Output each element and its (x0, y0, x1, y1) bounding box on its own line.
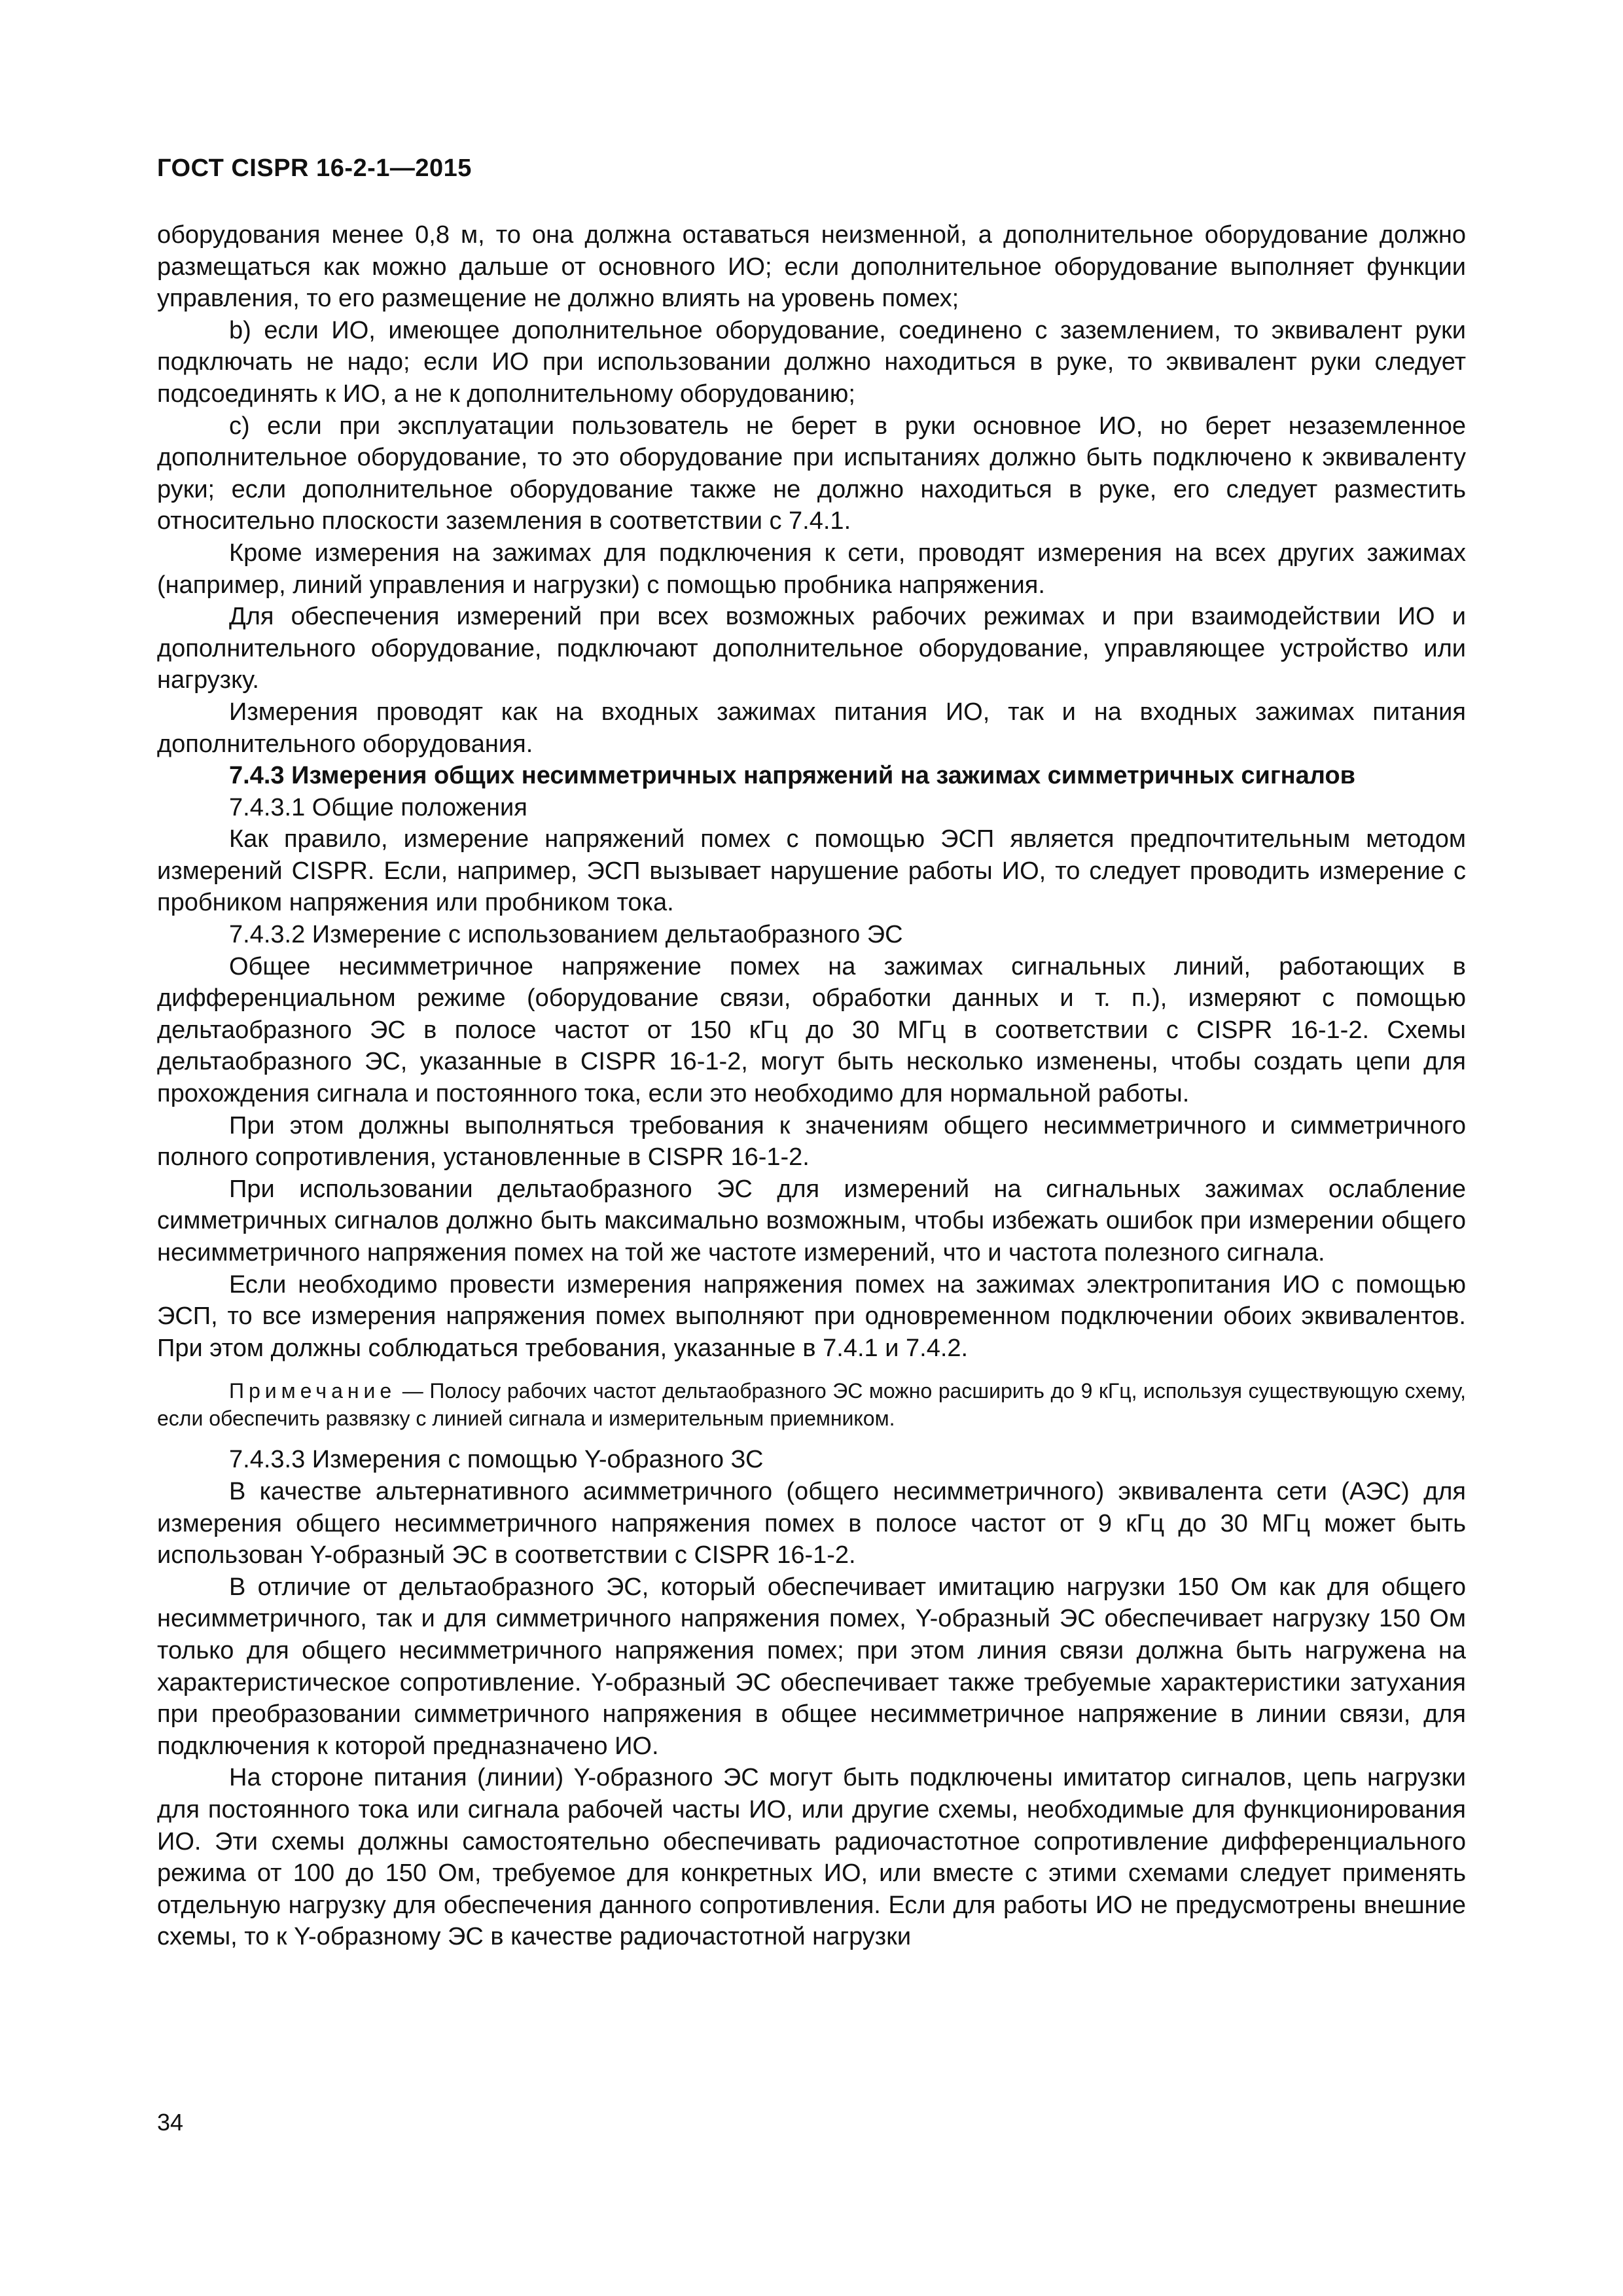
paragraph: При этом должны выполняться требования к значениям общего несимметричного и симметричного полного сопротивления, установленные в CISPR 16-1-2. (157, 1111, 1466, 1172)
note (157, 1377, 1466, 1432)
document-body (157, 219, 1466, 1953)
paragraph-continuation: оборудования менее 0,8 м, то она должна оставаться неизменной, а дополнительное оборудование должно размещаться как можно дальше от основного ИО; если дополнительное оборудование выполняет функции управления, то его размещение не должно влиять на уровень помех; (157, 221, 1466, 313)
subsection-heading-7-4-3-3: 7.4.3.3 Измерения с помощью Y-образного ЗС (229, 1446, 764, 1474)
paragraph: Для обеспечения измерений при всех возможных рабочих режимах и при взаимодействии ИО и дополнительного оборудование, подключают дополнительное оборудование, управляющее устройство или нагрузку. (157, 603, 1466, 694)
note-text: — Полосу рабочих частот дельтаобразного ЭС можно расширить до 9 кГц, используя существующую схему, если обеспечить развязку с линией сигнала и измерительным приемником. (157, 1379, 1466, 1431)
paragraph: При использовании дельтаобразного ЭС для измерений на сигнальных зажимах ослабление симметричных сигналов должно быть максимально возможным, чтобы избежать ошибок при измерении общего несимметричного напряжения помех на той же частоте измерений, что и частота полезного сигнала. (157, 1175, 1466, 1266)
paragraph: Измерения проводят как на входных зажимах питания ИО, так и на входных зажимах питания дополнительного оборудования. (157, 698, 1466, 758)
paragraph: На стороне питания (линии) Y-образного ЭС могут быть подключены имитатор сигналов, цепь нагрузки для постоянного тока или сигнала рабочей часты ИО, или другие схемы, необходимые для функционирования ИО. Эти схемы должны самостоятельно обеспечивать радиочастотное сопротивление дифференциального режима от 100 до 150 Ом, требуемое для конкретных ИО, или вместе с этими схемами следует применять отдельную нагрузку для обеспечения данного сопротивления. Если для работы ИО не предусмотрены внешние схемы, то к Y-образному ЭС в качестве радиочастотной нагрузки (157, 1764, 1466, 1951)
subsection-heading-7-4-3-1: 7.4.3.1 Общие положения (229, 793, 527, 821)
paragraph: Если необходимо провести измерения напряжения помех на зажимах электропитания ИО с помощью ЭСП, то все измерения напряжения помех выполняют при одновременном подключении обоих эквивалентов. При этом должны соблюдаться требования, указанные в 7.4.1 и 7.4.2. (157, 1270, 1466, 1362)
section-heading-7-4-3: 7.4.3 Измерения общих несимметричных напряжений на зажимах симметричных сигналов (229, 762, 1355, 790)
page-number: 34 (157, 2109, 184, 2136)
subsection-heading-7-4-3-2: 7.4.3.2 Измерение с использованием дельтаобразного ЭС (229, 921, 903, 949)
document-header: ГОСТ CISPR 16-2-1—2015 (157, 154, 472, 182)
list-item-c: c) если при эксплуатации пользователь не берет в руки основное ИО, но берет незаземленное дополнительное оборудование, то это оборудование при испытаниях должно быть подключено к эквиваленту руки; если дополнительное оборудование также не должно находиться в руке, его следует разместить относительно плоскости заземления в соответствии с 7.4.1. (157, 412, 1466, 535)
paragraph: Кроме измерения на зажимах для подключения к сети, проводят измерения на всех других зажимах (например, линий управления и нагрузки) с помощью пробника напряжения. (157, 539, 1466, 599)
paragraph: В качестве альтернативного асимметричного (общего несимметричного) эквивалента сети (АЭС) для измерения общего несимметричного напряжения помех в полосе частот от 9 кГц до 30 МГц может быть использован Y-образный ЭС в соответствии с CISPR 16-1-2. (157, 1477, 1466, 1570)
list-item-b: b) если ИО, имеющее дополнительное оборудование, соединено с заземлением, то эквивалент руки подключать не надо; если ИО при использовании должно находиться в руке, то эквивалент руки следует подсоединять к ИО, а не к дополнительному оборудованию; (157, 316, 1466, 408)
paragraph: Как правило, измерение напряжений помех с помощью ЭСП является предпочтительным методом измерений CISPR. Если, например, ЭСП вызывает нарушение работы ИО, то следует проводить измерение с пробником напряжения или пробником тока. (157, 825, 1466, 917)
paragraph: Общее несимметричное напряжение помех на зажимах сигнальных линий, работающих в дифференциальном режиме (оборудование связи, обработки данных и т. п.), измеряют с помощью дельтаобразного ЭС в полосе частот от 150 кГц до 30 МГц в соответствии с CISPR 16-1-2. Схемы дельтаобразного ЭС, указанные в CISPR 16-1-2, могут быть несколько изменены, чтобы создать цепи для прохождения сигнала и постоянного тока, если это необходимо для нормальной работы. (157, 952, 1466, 1108)
paragraph: В отличие от дельтаобразного ЭС, который обеспечивает имитацию нагрузки 150 Ом как для общего несимметричного, так и для симметричного напряжения помех, Y-образный ЭС обеспечивает нагрузку 150 Ом только для общего несимметричного напряжения помех; при этом линия связи должна быть нагружена на характеристическое сопротивление. Y-образный ЭС обеспечивает также требуемые характеристики затухания при преобразовании симметричного напряжения в общее несимметричное напряжение в линии связи, для подключения к которой предназначено ИО. (157, 1573, 1466, 1760)
note-label: Примечание (229, 1379, 397, 1403)
document-page (157, 0, 1466, 2296)
